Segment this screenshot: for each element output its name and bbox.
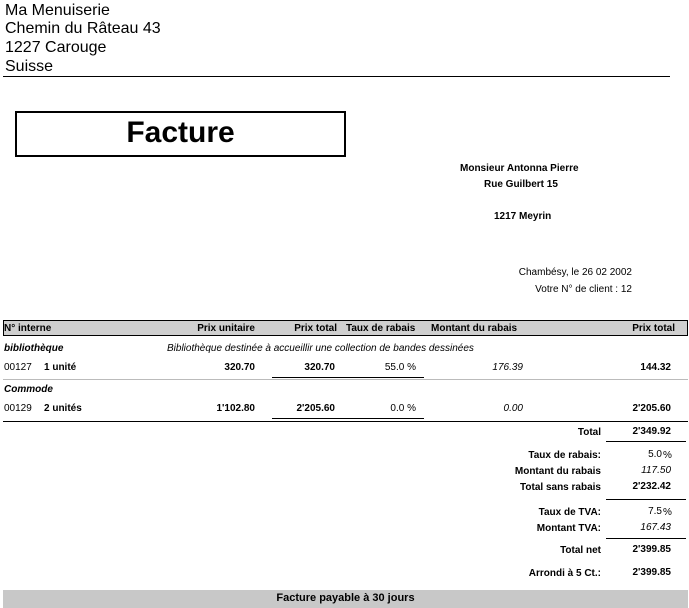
item-total-price: 2'205.60 [296,403,335,414]
item-discount-amount: 0.00 [503,403,523,414]
item-no: 00127 [4,362,32,373]
sender-city: 1227 Carouge [5,39,107,56]
discount-amount-label: Montant du rabais [514,466,601,477]
item-unit-price: 320.70 [224,362,255,373]
vat-rate-value: 7.5 [648,506,662,517]
row-underline [272,377,424,378]
invoice-date: Chambésy, le 26 02 2002 [518,267,632,278]
net-total-label: Total net [560,545,601,556]
item-discount-rate: 55.0 % [384,362,416,373]
item-final-total: 144.32 [640,362,671,373]
rounded-label: Arrondi à 5 Ct.: [528,568,601,579]
item-final-total: 2'205.60 [632,403,671,414]
discount-rate-label: Taux de rabais: [528,450,601,461]
col-header-unit-price: Prix unitaire [197,323,255,334]
recipient-city: 1217 Meyrin [494,211,552,222]
discount-amount-value: 117.50 [641,465,671,476]
document-title-box [15,111,346,157]
subtotal-label: Total sans rabais [520,482,601,493]
item-discount-rate: 0.0 % [390,403,416,414]
vat-rate-label: Taux de TVA: [538,507,601,518]
vat-rate-unit: % [663,507,672,518]
rounded-value: 2'399.85 [632,567,671,578]
row-divider [3,379,688,380]
item-unit-price: 1'102.80 [216,403,255,414]
document-title: Facture [126,116,235,149]
item-qty: 1 unité [44,362,77,373]
net-total-value: 2'399.85 [632,544,671,555]
row-underline [272,418,424,419]
recipient-street: Rue Guilbert 15 [484,179,558,190]
table-bottom-line [3,421,688,422]
header-divider [3,76,670,77]
total-value: 2'349.92 [632,426,671,437]
client-number: Votre N° de client : 12 [535,284,632,295]
item-title: bibliothèque [4,343,64,354]
total-label: Total [577,427,601,438]
item-description: Bibliothèque destinée à accueillir une collection de bandes dessinées [167,343,474,354]
discount-rate-unit: % [663,450,672,461]
vat-amount-label: Montant TVA: [536,523,601,534]
item-discount-amount: 176.39 [492,362,523,373]
sender-country: Suisse [5,58,54,75]
sender-street: Chemin du Râteau 43 [5,20,161,37]
payment-terms: Facture payable à 30 jours [276,592,415,604]
total-underline [606,441,686,442]
item-no: 00129 [4,403,32,414]
col-header-total-price: Prix total [294,323,337,334]
item-total-price: 320.70 [304,362,335,373]
col-header-discount-amount: Montant du rabais [431,323,518,334]
col-header-discount-rate: Taux de rabais [346,323,416,334]
item-qty: 2 unités [44,403,82,414]
item-title: Commode [4,384,53,395]
vat-underline [606,538,686,539]
subtotal-value: 2'232.42 [632,481,671,492]
vat-amount-value: 167.43 [640,522,671,533]
col-header-final-total: Prix total [632,323,675,334]
sender-name: Ma Menuiserie [5,2,110,19]
discount-rate-value: 5.0 [648,449,662,460]
col-header-no: N° interne [4,323,52,334]
recipient-name: Monsieur Antonna Pierre [460,163,579,174]
subtotal-underline [606,499,686,500]
